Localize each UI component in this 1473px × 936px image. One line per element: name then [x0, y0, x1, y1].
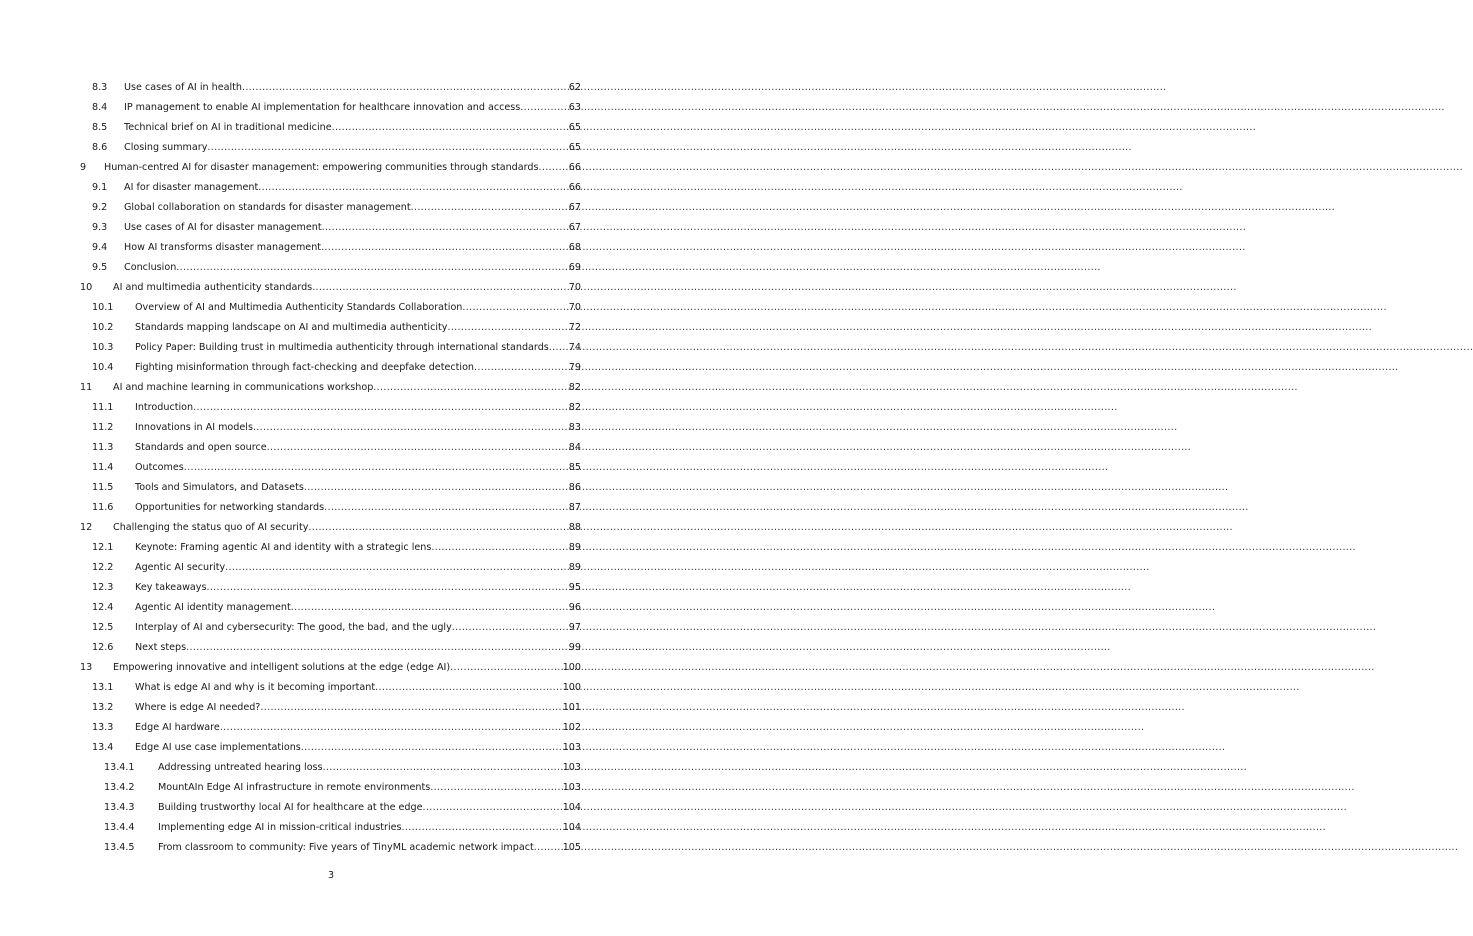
- toc-entry-title[interactable]: Use cases of AI for disaster management: [124, 222, 322, 233]
- toc-entry-line: [158, 818, 581, 838]
- toc-entry[interactable]: [0, 758, 662, 778]
- dot-leader: [452, 618, 569, 638]
- toc-entry-page[interactable]: 66: [568, 182, 581, 193]
- toc-entry-number: 12.6: [92, 642, 114, 653]
- toc-entry-page[interactable]: 95: [568, 582, 581, 593]
- toc-entry-line: [135, 418, 581, 438]
- toc-entry-title[interactable]: Addressing untreated hearing loss: [158, 762, 323, 773]
- toc-entry-title[interactable]: Standards and open source: [135, 442, 267, 453]
- toc-entry-title[interactable]: Introduction: [135, 402, 194, 413]
- toc-entry[interactable]: [0, 478, 662, 498]
- toc-entry-number: 10.4: [92, 362, 114, 373]
- toc-entry-line: [158, 778, 581, 798]
- toc-entry-number: 13.4.5: [104, 842, 135, 853]
- toc-entry-page[interactable]: 70: [568, 282, 581, 293]
- toc-entry-number: 10: [80, 282, 93, 293]
- toc-entry-line: [135, 458, 581, 478]
- toc-entry-page[interactable]: 99: [568, 642, 581, 653]
- toc-entry-page[interactable]: 67: [568, 222, 581, 233]
- dot-leader: [322, 218, 569, 238]
- toc-entry-page[interactable]: 100: [562, 682, 581, 693]
- toc-entry-title[interactable]: Keynote: Framing agentic AI and identity with a strategic lens: [135, 542, 432, 553]
- toc-entry-line: [113, 658, 581, 678]
- toc-entry-number: 8.4: [92, 102, 108, 113]
- page-number: 3: [327, 870, 335, 881]
- toc-entry-number: 9.2: [92, 202, 108, 213]
- toc-entry-title[interactable]: Human-centred AI for disaster management: empowering communities through standards: [104, 162, 539, 173]
- toc-entry[interactable]: [0, 218, 662, 238]
- dot-leader: [291, 598, 569, 618]
- dot-leader: [312, 278, 569, 298]
- toc-entry-line: [158, 798, 581, 818]
- dot-leader: [332, 118, 569, 138]
- toc-entry-number: 9.5: [92, 262, 108, 273]
- toc-entry-title[interactable]: Outcomes: [135, 462, 184, 473]
- dot-leader: [207, 138, 568, 158]
- toc-entry[interactable]: [0, 318, 662, 338]
- toc-entry-title[interactable]: Agentic AI security: [135, 562, 226, 573]
- toc-entry-title[interactable]: Closing summary: [124, 142, 208, 153]
- toc-entry-line: [135, 358, 581, 378]
- toc-entry-title[interactable]: IP management to enable AI implementation for healthcare innovation and access: [124, 102, 521, 113]
- dot-leader: [462, 298, 568, 318]
- toc-entry[interactable]: [0, 718, 662, 738]
- toc-entry-line: [135, 318, 581, 338]
- dot-leader: [242, 78, 569, 98]
- dot-leader: [375, 678, 563, 698]
- dot-leader: [184, 458, 569, 478]
- toc-entry-title[interactable]: Key takeaways: [135, 582, 207, 593]
- toc-entry-number: 9: [80, 162, 87, 173]
- toc-entry-number: 13.4: [92, 742, 114, 753]
- toc-entry-number: 12.2: [92, 562, 114, 573]
- toc-entry[interactable]: [0, 198, 662, 218]
- toc-entry-title[interactable]: Next steps: [135, 642, 187, 653]
- toc-entry-page[interactable]: 74: [568, 342, 581, 353]
- dot-leader: [450, 658, 563, 678]
- toc-entry-title[interactable]: Empowering innovative and intelligent solutions at the edge (edge AI): [113, 662, 451, 673]
- toc-entry-title[interactable]: Edge AI hardware: [135, 722, 220, 733]
- toc-entry-line: [135, 538, 581, 558]
- toc-entry-line: [135, 338, 581, 358]
- toc-entry[interactable]: [0, 158, 662, 178]
- toc-entry-title[interactable]: Agentic AI identity management: [135, 602, 291, 613]
- toc-entry-line: [135, 718, 581, 738]
- toc-entry-line: [113, 378, 581, 398]
- toc-entry[interactable]: [0, 138, 662, 158]
- toc-entry[interactable]: [0, 238, 662, 258]
- toc-entry-line: [124, 118, 581, 138]
- toc-entry-title[interactable]: Standards mapping landscape on AI and multimedia authenticity: [135, 322, 448, 333]
- toc-entry-page[interactable]: 89: [568, 542, 581, 553]
- toc-entry[interactable]: [0, 398, 662, 418]
- toc-entry[interactable]: [0, 378, 662, 398]
- toc-entry[interactable]: [0, 278, 662, 298]
- toc-entry-number: 13: [80, 662, 93, 673]
- toc-entry[interactable]: [0, 118, 662, 138]
- toc-entry-line: [135, 478, 581, 498]
- dot-leader: [447, 318, 568, 338]
- toc-entry-page[interactable]: 88: [568, 522, 581, 533]
- toc-entry-title[interactable]: Challenging the status quo of AI security: [113, 522, 309, 533]
- dot-leader: [186, 638, 569, 658]
- toc-entry-number: 10.3: [92, 342, 114, 353]
- toc-entry-line: [124, 78, 581, 98]
- dot-leader: [423, 798, 563, 818]
- toc-entry[interactable]: [0, 638, 662, 658]
- dot-leader: [474, 358, 569, 378]
- toc-entry-page[interactable]: 96: [568, 602, 581, 613]
- toc-entry-number: 13.4.1: [104, 762, 135, 773]
- toc-entry-line: [124, 218, 581, 238]
- toc-entry-page[interactable]: 67: [568, 202, 581, 213]
- toc-entry-page[interactable]: 103: [562, 762, 581, 773]
- toc-entry-title[interactable]: Technical brief on AI in traditional medicine: [124, 122, 332, 133]
- toc-entry-number: 11.5: [92, 482, 114, 493]
- toc-entry-page[interactable]: 82: [568, 402, 581, 413]
- dot-leader: [308, 518, 568, 538]
- toc-entry-line: [158, 758, 581, 778]
- toc-entry[interactable]: [0, 578, 662, 598]
- toc-entry-line: [113, 278, 581, 298]
- dot-leader: [304, 478, 569, 498]
- toc-entry-title[interactable]: Fighting misinformation through fact-checking and deepfake detection: [135, 362, 475, 373]
- toc-entry-title[interactable]: What is edge AI and why is it becoming important: [135, 682, 376, 693]
- dot-leader: [402, 818, 563, 838]
- toc-entry-page[interactable]: 62: [568, 82, 581, 93]
- toc-entry-number: 10.2: [92, 322, 114, 333]
- toc-entry[interactable]: [0, 678, 662, 698]
- toc-entry-title[interactable]: Where is edge AI needed?: [135, 702, 261, 713]
- toc-entry[interactable]: [0, 818, 662, 838]
- toc-entry-page[interactable]: 104: [562, 802, 581, 813]
- toc-entry-number: 13.4.4: [104, 822, 135, 833]
- toc-entry-number: 10.1: [92, 302, 114, 313]
- toc-entry-line: [135, 598, 581, 618]
- toc-entry-page[interactable]: 66: [568, 162, 581, 173]
- dot-leader: [430, 778, 562, 798]
- dot-leader: [323, 758, 563, 778]
- toc-entry-page[interactable]: 65: [568, 122, 581, 133]
- dot-leader: [260, 698, 562, 718]
- toc-entry[interactable]: [0, 418, 662, 438]
- toc-entry-number: 11.6: [92, 502, 114, 513]
- toc-entry[interactable]: [0, 518, 662, 538]
- toc-entry-page[interactable]: 65: [568, 142, 581, 153]
- toc-entry-line: [113, 518, 581, 538]
- toc-entry-line: [158, 838, 581, 858]
- toc-entry-line: [124, 178, 581, 198]
- dot-leader: [411, 198, 569, 218]
- toc-entry-line: [135, 678, 581, 698]
- toc-entry-page[interactable]: 83: [568, 422, 581, 433]
- toc-entry-title[interactable]: Interplay of AI and cybersecurity: The good, the bad, and the ugly: [135, 622, 452, 633]
- toc-entry-line: [135, 438, 581, 458]
- toc-entry-title[interactable]: MountAIn Edge AI infrastructure in remote environments: [158, 782, 431, 793]
- toc-entry[interactable]: [0, 538, 662, 558]
- toc-entry[interactable]: [0, 78, 662, 98]
- toc-entry[interactable]: [0, 798, 662, 818]
- toc-entry-number: 8.3: [92, 82, 108, 93]
- toc-entry-title[interactable]: Use cases of AI in health: [124, 82, 242, 93]
- toc-entry-page[interactable]: 105: [562, 842, 581, 853]
- toc-entry-page[interactable]: 79: [568, 362, 581, 373]
- toc-entry-title[interactable]: Building trustworthy local AI for healthcare at the edge: [158, 802, 423, 813]
- toc-entry[interactable]: [0, 358, 662, 378]
- toc-entry-number: 12.5: [92, 622, 114, 633]
- toc-entry-page[interactable]: 103: [562, 782, 581, 793]
- dot-leader: [539, 158, 569, 178]
- toc-entry-title[interactable]: Opportunities for networking standards: [135, 502, 325, 513]
- toc-entry-number: 9.1: [92, 182, 108, 193]
- toc-entry-page[interactable]: 102: [562, 722, 581, 733]
- toc-entry-title[interactable]: How AI transforms disaster management: [124, 242, 322, 253]
- toc-entry-page[interactable]: 87: [568, 502, 581, 513]
- toc-entry[interactable]: [0, 458, 662, 478]
- toc-entry-page[interactable]: 72: [568, 322, 581, 333]
- toc-entry-number: 12: [80, 522, 93, 533]
- dot-leader: [373, 378, 568, 398]
- dot-leader: [193, 398, 569, 418]
- dot-leader: [534, 838, 563, 858]
- toc-entry-page[interactable]: 97: [568, 622, 581, 633]
- toc-entry-number: 13.4.3: [104, 802, 135, 813]
- toc-entry-title[interactable]: AI for disaster management: [124, 182, 259, 193]
- dot-leader: [549, 338, 569, 358]
- toc-entry-line: [135, 578, 581, 598]
- toc-entry-title[interactable]: AI and machine learning in communications workshop: [113, 382, 374, 393]
- dot-leader: [206, 578, 568, 598]
- toc-entry-line: [135, 698, 581, 718]
- toc-entry[interactable]: [0, 558, 662, 578]
- toc-entry-number: 13.2: [92, 702, 114, 713]
- toc-entry-title[interactable]: Tools and Simulators, and Datasets: [135, 482, 304, 493]
- dot-leader: [267, 438, 569, 458]
- toc-entry-line: [124, 98, 581, 118]
- toc-entry[interactable]: [0, 738, 662, 758]
- toc-entry-line: [135, 558, 581, 578]
- toc-entry[interactable]: [0, 98, 662, 118]
- toc-entry[interactable]: [0, 498, 662, 518]
- toc-entry-number: 13.1: [92, 682, 114, 693]
- toc-entry-title[interactable]: Overview of AI and Multimedia Authenticity Standards Collaboration: [135, 302, 463, 313]
- toc-entry[interactable]: [0, 178, 662, 198]
- toc-entry-number: 11.3: [92, 442, 114, 453]
- toc-entry-number: 12.1: [92, 542, 114, 553]
- dot-leader: [225, 558, 569, 578]
- toc-entry[interactable]: [0, 658, 662, 678]
- dot-leader: [324, 498, 569, 518]
- toc-entry-page[interactable]: 84: [568, 442, 581, 453]
- dot-leader: [431, 538, 568, 558]
- toc-entry-line: [124, 238, 581, 258]
- toc-entry-page[interactable]: 89: [568, 562, 581, 573]
- toc-entry-line: [135, 498, 581, 518]
- toc-entry[interactable]: [0, 698, 662, 718]
- dot-leader: [253, 418, 569, 438]
- toc-entry-number: 13.4.2: [104, 782, 135, 793]
- toc-entry-number: 11.2: [92, 422, 114, 433]
- toc-entry-page[interactable]: 86: [568, 482, 581, 493]
- toc-entry-number: 11.1: [92, 402, 114, 413]
- toc-entry-number: 9.4: [92, 242, 108, 253]
- toc-entry-title[interactable]: Implementing edge AI in mission-critical industries: [158, 822, 402, 833]
- toc-entry-page[interactable]: 68: [568, 242, 581, 253]
- toc-entry-number: 11.4: [92, 462, 114, 473]
- toc-entry[interactable]: [0, 298, 662, 318]
- dot-leader: [321, 238, 569, 258]
- toc-entry-title[interactable]: From classroom to community: Five years of TinyML academic network impact: [158, 842, 534, 853]
- toc-entry[interactable]: [0, 598, 662, 618]
- table-of-contents: [0, 78, 662, 858]
- toc-entry-number: 11: [80, 382, 93, 393]
- toc-entry-number: 9.3: [92, 222, 108, 233]
- toc-entry[interactable]: [0, 618, 662, 638]
- toc-entry-number: 12.4: [92, 602, 114, 613]
- toc-entry-page[interactable]: 100: [562, 662, 581, 673]
- toc-entry-line: [124, 138, 581, 158]
- toc-entry-page[interactable]: 69: [568, 262, 581, 273]
- toc-entry[interactable]: [0, 838, 662, 858]
- toc-entry-line: [135, 298, 581, 318]
- toc-entry-line: [135, 398, 581, 418]
- toc-entry-page[interactable]: 104: [562, 822, 581, 833]
- toc-entry-number: 12.3: [92, 582, 114, 593]
- toc-entry-title[interactable]: Policy Paper: Building trust in multimedia authenticity through international standards: [135, 342, 549, 353]
- toc-entry-title[interactable]: Edge AI use case implementations: [135, 742, 301, 753]
- toc-entry-line: [135, 738, 581, 758]
- toc-entry[interactable]: [0, 778, 662, 798]
- dot-leader: [258, 178, 569, 198]
- toc-entry[interactable]: [0, 258, 662, 278]
- toc-entry[interactable]: [0, 338, 662, 358]
- toc-entry-title[interactable]: Innovations in AI models: [135, 422, 253, 433]
- toc-entry-line: [104, 158, 581, 178]
- toc-entry-title[interactable]: Global collaboration on standards for disaster management: [124, 202, 411, 213]
- toc-entry-line: [124, 258, 581, 278]
- toc-entry-title[interactable]: AI and multimedia authenticity standards: [113, 282, 313, 293]
- toc-entry-line: [135, 618, 581, 638]
- toc-entry[interactable]: [0, 438, 662, 458]
- toc-entry-line: [135, 638, 581, 658]
- toc-entry-line: [124, 198, 581, 218]
- dot-leader: [176, 258, 568, 278]
- dot-leader: [220, 718, 563, 738]
- toc-entry-page[interactable]: 85: [568, 462, 581, 473]
- toc-entry-page[interactable]: 82: [568, 382, 581, 393]
- toc-entry-page[interactable]: 70: [568, 302, 581, 313]
- toc-entry-page[interactable]: 101: [562, 702, 581, 713]
- toc-entry-page[interactable]: 63: [568, 102, 581, 113]
- toc-entry-number: 8.6: [92, 142, 108, 153]
- toc-entry-title[interactable]: Conclusion: [124, 262, 177, 273]
- toc-entry-page[interactable]: 103: [562, 742, 581, 753]
- toc-entry-number: 8.5: [92, 122, 108, 133]
- dot-leader: [520, 98, 568, 118]
- toc-entry-number: 13.3: [92, 722, 114, 733]
- dot-leader: [301, 738, 563, 758]
